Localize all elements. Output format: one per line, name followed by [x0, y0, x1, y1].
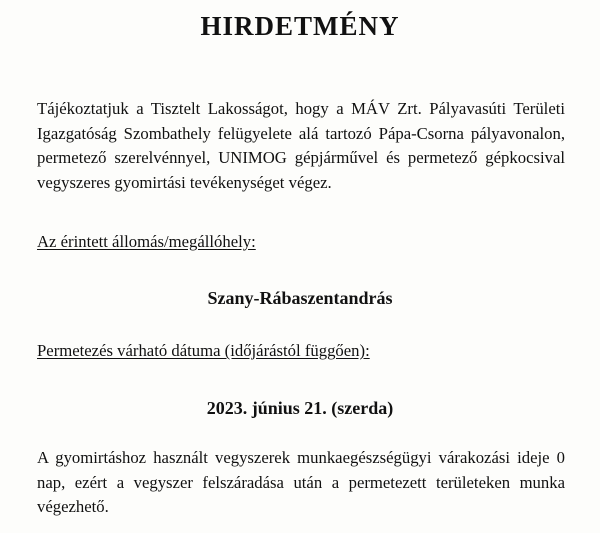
- spraying-date: 2023. június 21. (szerda): [206, 398, 394, 418]
- closing-paragraph: A gyomirtáshoz használt vegyszerek munkaegészségügyi várakozási ideje 0 nap, ezért a vegyszer felszáradása után a permetezett területeken munka végezhető.: [37, 448, 565, 516]
- station-name: Szany-Rábaszentandrás: [207, 288, 393, 308]
- date-label: Permetezés várható dátuma (időjárástól függően):: [37, 341, 370, 360]
- intro-paragraph: Tájékoztatjuk a Tisztelt Lakosságot, hogy a MÁV Zrt. Pályavasúti Területi Igazgatóság Szombathely felügyelete alá tartozó Pápa-Csorna pályavonalon, permetező szerelvénnyel, UNIMOG gépjárművel és permetező gépkocsival vegyszeres gyomirtási tevékenységet végez.: [37, 99, 565, 192]
- station-label: Az érintett állomás/megállóhely:: [37, 232, 256, 251]
- notice-title: HIRDETMÉNY: [200, 11, 400, 41]
